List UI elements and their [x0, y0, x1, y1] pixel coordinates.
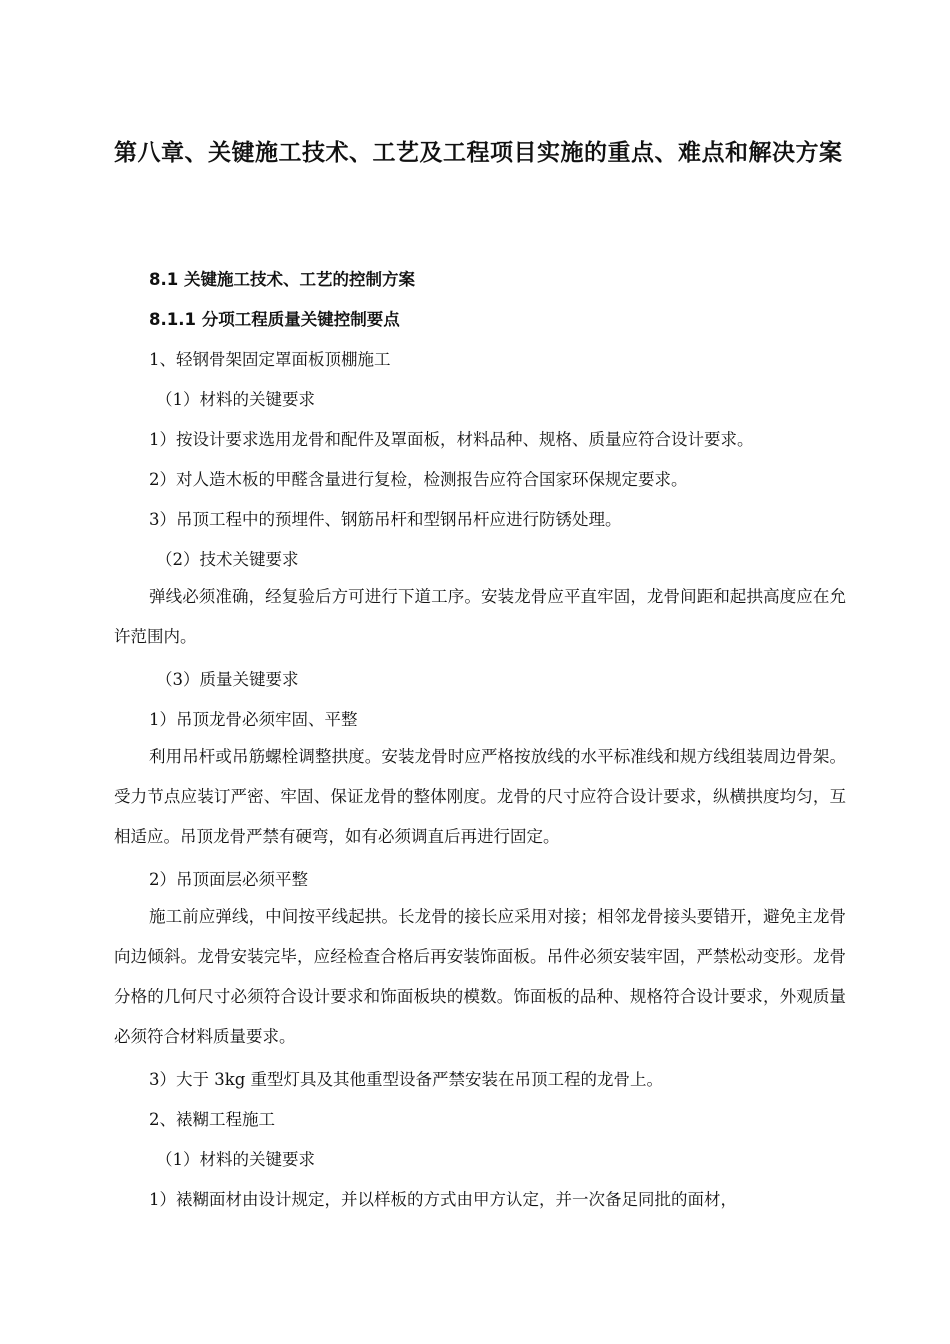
requirement-line: 1）裱糊面材由设计规定，并以样板的方式由甲方认定，并一次备足同批的面材， — [149, 1190, 737, 1209]
chapter-title: 第八章、关键施工技术、工艺及工程项目实施的重点、难点和解决方案 — [114, 140, 843, 166]
quality-item-title: 2）吊顶面层必须平整 — [149, 870, 308, 889]
quality-item-line: 3）大于 3kg 重型灯具及其他重型设备严禁安装在吊顶工程的龙骨上。 — [149, 1070, 664, 1089]
quality-paragraph: 施工前应弹线，中间按平线起拱。长龙骨的接长应采用对接；相邻龙骨接头要错开，避免主龙骨向边倾斜。龙骨安装完毕，应经检查合格后再安装饰面板。吊件必须安装牢固，严禁松动变形。龙骨分格的几何尺寸必须符合设计要求和饰面板块的模数。饰面板的品种、规格符合设计要求，外观质量必须符合材料质量要求。 — [114, 907, 846, 1046]
subheading-material: （1）材料的关键要求 — [156, 1150, 315, 1169]
item-heading-1: 1、轻钢骨架固定罩面板顶棚施工 — [149, 350, 391, 369]
technical-paragraph: 弹线必须准确，经复验后方可进行下道工序。安装龙骨应平直牢固，龙骨间距和起拱高度应在允许范围内。 — [114, 587, 846, 646]
section-heading-8-1-1: 8.1.1 分项工程质量关键控制要点 — [149, 310, 400, 329]
requirement-line: 3）吊顶工程中的预埋件、钢筋吊杆和型钢吊杆应进行防锈处理。 — [149, 510, 622, 529]
quality-item-title: 1）吊顶龙骨必须牢固、平整 — [149, 710, 358, 729]
requirement-line: 2）对人造木板的甲醛含量进行复检，检测报告应符合国家环保规定要求。 — [149, 470, 688, 489]
quality-paragraph: 利用吊杆或吊筋螺栓调整拱度。安装龙骨时应严格按放线的水平标准线和规方线组装周边骨架。受力节点应装订严密、牢固、保证龙骨的整体刚度。龙骨的尺寸应符合设计要求，纵横拱度均匀，互相适应。吊顶龙骨严禁有硬弯，如有必须调直后再进行固定。 — [114, 747, 846, 846]
subheading-technical: （2）技术关键要求 — [156, 550, 299, 569]
subheading-material: （1）材料的关键要求 — [156, 390, 315, 409]
section-heading-8-1: 8.1 关键施工技术、工艺的控制方案 — [149, 270, 415, 289]
subheading-quality: （3）质量关键要求 — [156, 670, 299, 689]
requirement-line: 1）按设计要求选用龙骨和配件及罩面板，材料品种、规格、质量应符合设计要求。 — [149, 430, 754, 449]
item-heading-2: 2、裱糊工程施工 — [149, 1110, 275, 1129]
